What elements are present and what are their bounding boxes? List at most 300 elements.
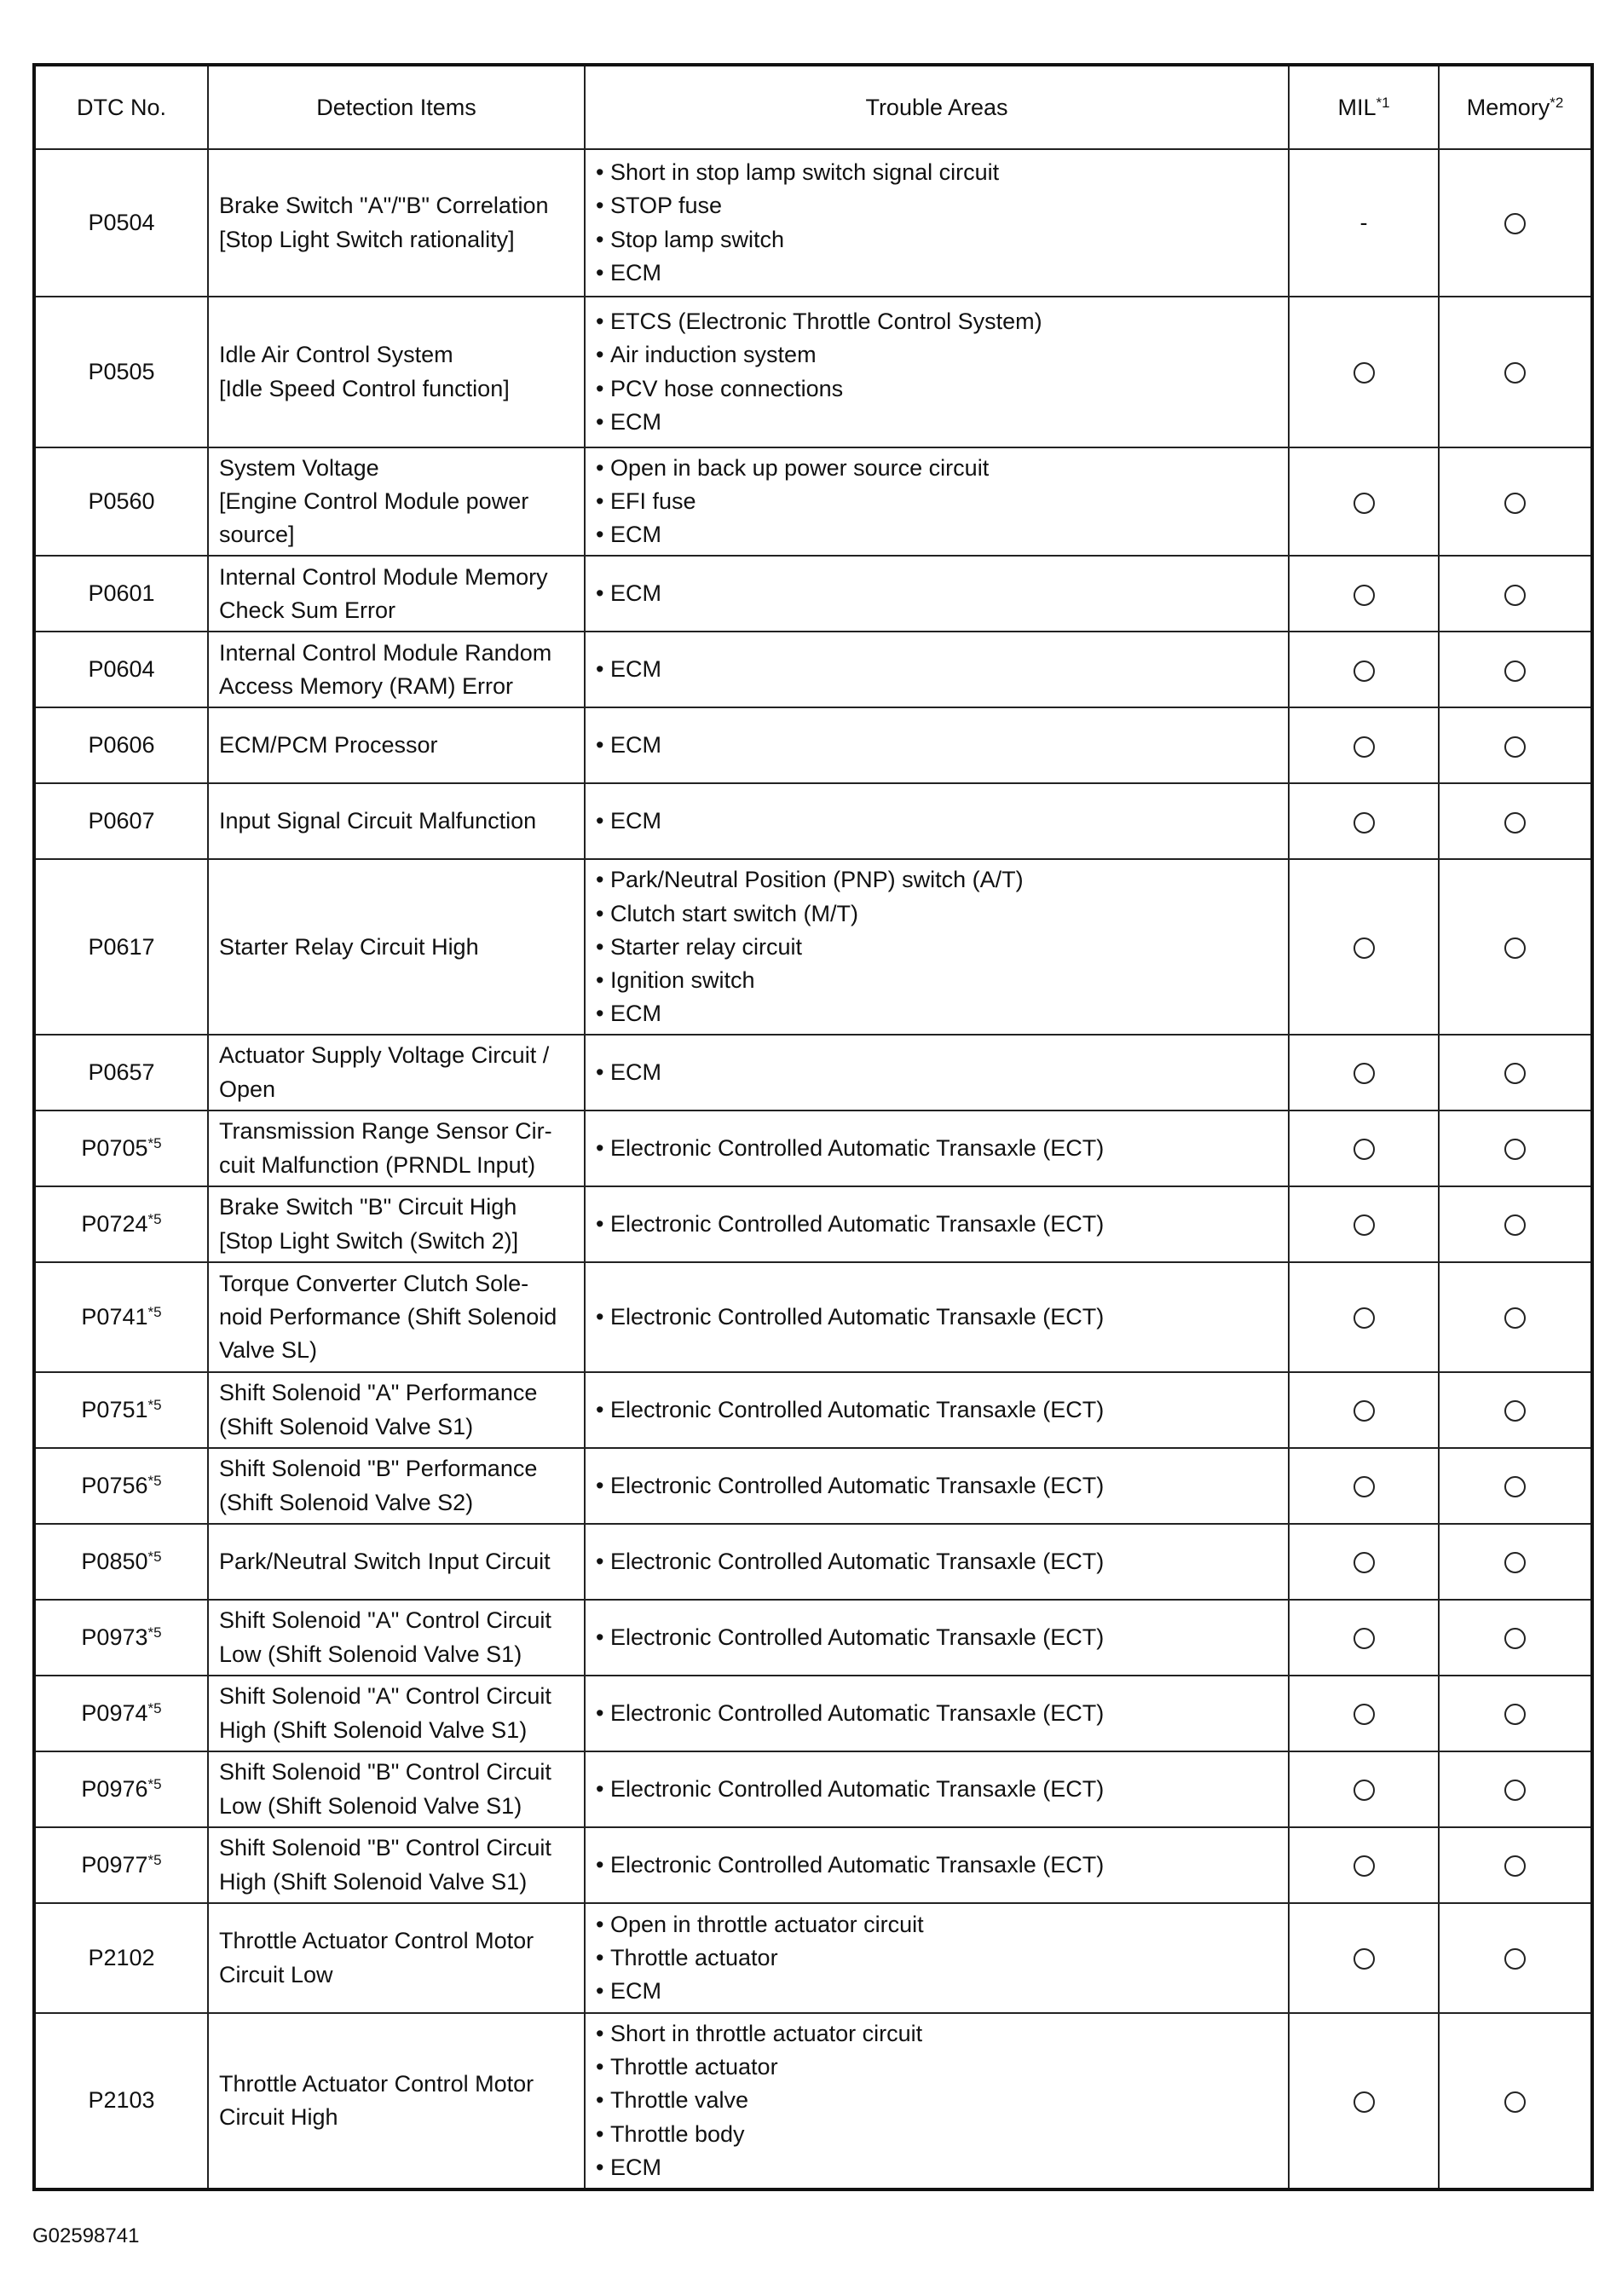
- trouble-area-list: [596, 1301, 1278, 1334]
- trouble-area-item: • PCV hose connections: [596, 372, 1278, 406]
- trouble-area-item: • ECM: [596, 997, 1278, 1030]
- detection-item-line: Valve SL): [219, 1337, 318, 1364]
- circle-icon: [1504, 1552, 1526, 1573]
- dtc-code: [34, 859, 208, 1035]
- table-row: [34, 1903, 1592, 2013]
- circle-icon: [1354, 1855, 1375, 1877]
- trouble-area-item: • Throttle actuator: [596, 1941, 1278, 1975]
- detection-item-line: [Stop Light Switch (Switch 2)]: [219, 1227, 519, 1254]
- dtc-code-note: *5: [147, 1135, 162, 1152]
- dtc-code-note: *5: [147, 1624, 162, 1641]
- dtc-code: [34, 707, 208, 783]
- detection-item-line: Check Sum Error: [219, 597, 396, 623]
- trouble-areas: [585, 1448, 1289, 1524]
- table-row: [34, 149, 1592, 297]
- trouble-areas: [585, 297, 1289, 447]
- dtc-code-text: P0850: [81, 1549, 148, 1575]
- memory-indicator: [1439, 1751, 1592, 1827]
- trouble-area-item: • Electronic Controlled Automatic Transaxle (ECT): [596, 1208, 1278, 1241]
- dtc-code: [34, 1035, 208, 1111]
- detection-items: [208, 707, 585, 783]
- dtc-code: [34, 1372, 208, 1448]
- dtc-code: [34, 1676, 208, 1751]
- memory-indicator: [1439, 1372, 1592, 1448]
- dtc-code-note: *5: [147, 1397, 162, 1414]
- circle-icon: [1504, 362, 1526, 384]
- figure-id: G02598741: [32, 2224, 140, 2247]
- table-row: [34, 1035, 1592, 1111]
- trouble-areas: [585, 556, 1289, 632]
- circle-icon: [1354, 1476, 1375, 1497]
- dtc-code-text: P0604: [88, 656, 155, 683]
- memory-indicator: [1439, 783, 1592, 859]
- table-row: [34, 1751, 1592, 1827]
- trouble-area-list: [596, 805, 1278, 838]
- detection-item-line: Actuator Supply Voltage Circuit /: [219, 1042, 550, 1069]
- detection-item-line: (Shift Solenoid Valve S2): [219, 1489, 474, 1515]
- detection-item-line: [Stop Light Switch rationality]: [219, 226, 515, 252]
- detection-item-line: Idle Air Control System: [219, 342, 453, 368]
- mil-indicator: [1289, 1676, 1439, 1751]
- mil-indicator: [1289, 1111, 1439, 1186]
- circle-icon: [1504, 1307, 1526, 1329]
- dtc-code: [34, 1600, 208, 1676]
- memory-indicator: [1439, 1676, 1592, 1751]
- circle-icon: [1354, 1063, 1375, 1084]
- circle-icon: [1504, 1948, 1526, 1970]
- dtc-code-text: P0973: [81, 1624, 148, 1651]
- table-row: [34, 1600, 1592, 1676]
- trouble-area-item: • ECM: [596, 577, 1278, 610]
- circle-icon: [1504, 661, 1526, 682]
- dtc-code-note: *5: [147, 1549, 162, 1566]
- dtc-code: [34, 1827, 208, 1903]
- dtc-code-text: P0617: [88, 933, 155, 960]
- trouble-area-item: • Electronic Controlled Automatic Transaxle (ECT): [596, 1132, 1278, 1165]
- trouble-area-item: • ETCS (Electronic Throttle Control System): [596, 305, 1278, 338]
- trouble-area-item: • Open in back up power source circuit: [596, 452, 1278, 485]
- detection-item-line: System Voltage: [219, 455, 379, 481]
- table-row: [34, 707, 1592, 783]
- trouble-areas: [585, 1600, 1289, 1676]
- trouble-area-list: [596, 653, 1278, 686]
- detection-item-line: source]: [219, 522, 295, 548]
- circle-icon: [1354, 812, 1375, 834]
- table-row: [34, 1262, 1592, 1372]
- trouble-areas: [585, 707, 1289, 783]
- mil-indicator: [1289, 859, 1439, 1035]
- dtc-code: [34, 1903, 208, 2013]
- detection-items: [208, 297, 585, 447]
- circle-icon: [1504, 1704, 1526, 1725]
- memory-indicator: [1439, 1111, 1592, 1186]
- dtc-code-text: P0724: [81, 1211, 148, 1237]
- mil-indicator: [1289, 1262, 1439, 1372]
- table-row: [34, 1111, 1592, 1186]
- detection-item-line: Shift Solenoid "A" Performance: [219, 1380, 538, 1406]
- dtc-code: [34, 1111, 208, 1186]
- circle-icon: [1504, 1476, 1526, 1497]
- trouble-area-list: [596, 2017, 1278, 2184]
- trouble-areas: [585, 1111, 1289, 1186]
- trouble-areas: [585, 1676, 1289, 1751]
- trouble-area-item: • Electronic Controlled Automatic Transaxle (ECT): [596, 1773, 1278, 1806]
- detection-items: [208, 1524, 585, 1600]
- memory-indicator: [1439, 859, 1592, 1035]
- trouble-area-item: • Throttle actuator: [596, 2051, 1278, 2084]
- trouble-areas: [585, 1262, 1289, 1372]
- detection-item-line: noid Performance (Shift Solenoid: [219, 1304, 557, 1330]
- memory-indicator: [1439, 707, 1592, 783]
- trouble-area-item: • Short in throttle actuator circuit: [596, 2017, 1278, 2051]
- detection-item-line: [Engine Control Module power: [219, 488, 529, 515]
- detection-item-line: Starter Relay Circuit High: [219, 933, 479, 960]
- trouble-area-list: [596, 305, 1278, 439]
- trouble-area-item: • ECM: [596, 518, 1278, 551]
- circle-icon: [1504, 493, 1526, 514]
- detection-items: [208, 2013, 585, 2189]
- trouble-area-item: • Electronic Controlled Automatic Transaxle (ECT): [596, 1621, 1278, 1654]
- circle-icon: [1354, 661, 1375, 682]
- circle-icon: [1354, 1628, 1375, 1649]
- detection-items: [208, 1751, 585, 1827]
- trouble-area-list: [596, 1697, 1278, 1730]
- trouble-area-list: [596, 577, 1278, 610]
- dtc-code-text: P0974: [81, 1700, 148, 1727]
- memory-indicator: [1439, 447, 1592, 556]
- table-row: [34, 1186, 1592, 1262]
- dtc-code-text: P0756: [81, 1473, 148, 1499]
- detection-item-line: Park/Neutral Switch Input Circuit: [219, 1549, 551, 1575]
- header-memory-label: Memory: [1466, 94, 1550, 120]
- header-dtc-no: DTC No.: [34, 65, 208, 149]
- mil-indicator: [1289, 1186, 1439, 1262]
- memory-indicator: [1439, 1600, 1592, 1676]
- circle-icon: [1354, 585, 1375, 606]
- trouble-area-item: • Air induction system: [596, 338, 1278, 372]
- memory-indicator: [1439, 1827, 1592, 1903]
- dtc-code-text: P0657: [88, 1059, 155, 1086]
- circle-icon: [1504, 1855, 1526, 1877]
- trouble-area-item: • ECM: [596, 729, 1278, 762]
- detection-items: [208, 783, 585, 859]
- dtc-code-text: P0505: [88, 358, 155, 384]
- trouble-area-item: • Throttle valve: [596, 2084, 1278, 2117]
- trouble-area-list: [596, 863, 1278, 1030]
- circle-icon: [1354, 1948, 1375, 1970]
- table-row: [34, 2013, 1592, 2189]
- trouble-areas: [585, 2013, 1289, 2189]
- detection-item-line: Open: [219, 1076, 276, 1102]
- trouble-area-list: [596, 1132, 1278, 1165]
- trouble-area-list: [596, 1393, 1278, 1427]
- circle-icon: [1504, 1400, 1526, 1422]
- trouble-area-item: • ECM: [596, 257, 1278, 290]
- trouble-areas: [585, 149, 1289, 297]
- memory-indicator: [1439, 2013, 1592, 2189]
- trouble-area-list: [596, 156, 1278, 290]
- trouble-area-item: • Throttle body: [596, 2118, 1278, 2151]
- memory-indicator: [1439, 1524, 1592, 1600]
- dtc-code-text: P0977: [81, 1852, 148, 1878]
- dtc-code-note: *5: [147, 1700, 162, 1717]
- detection-item-line: High (Shift Solenoid Valve S1): [219, 1716, 528, 1743]
- mil-indicator: [1289, 783, 1439, 859]
- detection-item-line: Internal Control Module Random: [219, 639, 552, 666]
- dtc-code: [34, 447, 208, 556]
- detection-item-line: Circuit Low: [219, 1961, 333, 1987]
- detection-item-line: Shift Solenoid "A" Control Circuit: [219, 1607, 551, 1634]
- circle-icon: [1504, 1780, 1526, 1801]
- header-memory: [1439, 65, 1592, 149]
- table-row: [34, 447, 1592, 556]
- detection-item-line: Shift Solenoid "A" Control Circuit: [219, 1683, 551, 1710]
- trouble-area-list: [596, 1208, 1278, 1241]
- dtc-table: [32, 63, 1594, 2191]
- mil-indicator: [1289, 149, 1439, 297]
- circle-icon: [1504, 812, 1526, 834]
- circle-icon: [1504, 937, 1526, 959]
- dtc-code: [34, 1262, 208, 1372]
- detection-item-line: cuit Malfunction (PRNDL Input): [219, 1151, 536, 1178]
- trouble-area-list: [596, 1469, 1278, 1503]
- detection-items: [208, 1111, 585, 1186]
- circle-icon: [1354, 736, 1375, 758]
- memory-indicator: [1439, 1035, 1592, 1111]
- circle-icon: [1504, 585, 1526, 606]
- circle-icon: [1504, 1214, 1526, 1236]
- dtc-code: [34, 1751, 208, 1827]
- mil-indicator: [1289, 447, 1439, 556]
- circle-icon: [1504, 736, 1526, 758]
- mil-indicator: [1289, 297, 1439, 447]
- mil-indicator: [1289, 1524, 1439, 1600]
- trouble-area-item: • Clutch start switch (M/T): [596, 897, 1278, 931]
- circle-icon: [1354, 1214, 1375, 1236]
- table-row: [34, 1372, 1592, 1448]
- detection-items: [208, 1676, 585, 1751]
- trouble-area-item: • ECM: [596, 805, 1278, 838]
- mil-indicator: [1289, 556, 1439, 632]
- trouble-area-item: • ECM: [596, 653, 1278, 686]
- dtc-code-text: P0976: [81, 1776, 148, 1803]
- dtc-code-text: P0607: [88, 808, 155, 834]
- circle-icon: [1504, 1139, 1526, 1160]
- dtc-code-text: P0504: [88, 209, 155, 235]
- dtc-code-text: P0601: [88, 580, 155, 607]
- trouble-area-item: • Electronic Controlled Automatic Transaxle (ECT): [596, 1393, 1278, 1427]
- detection-items: [208, 556, 585, 632]
- dtc-code: [34, 1186, 208, 1262]
- detection-item-line: Circuit High: [219, 2103, 338, 2130]
- detection-items: [208, 1186, 585, 1262]
- trouble-area-item: • ECM: [596, 406, 1278, 439]
- table-row: [34, 632, 1592, 707]
- circle-icon: [1354, 1139, 1375, 1160]
- trouble-areas: [585, 1903, 1289, 2013]
- dtc-code-text: P0560: [88, 488, 155, 515]
- trouble-areas: [585, 1372, 1289, 1448]
- detection-item-line: Shift Solenoid "B" Performance: [219, 1456, 538, 1482]
- mil-indicator: [1289, 1903, 1439, 2013]
- dtc-code-note: *5: [147, 1211, 162, 1228]
- header-mil-note: *1: [1376, 94, 1390, 111]
- memory-indicator: [1439, 556, 1592, 632]
- circle-icon: [1354, 937, 1375, 959]
- trouble-area-item: • ECM: [596, 1056, 1278, 1089]
- dtc-code: [34, 783, 208, 859]
- trouble-areas: [585, 632, 1289, 707]
- trouble-area-item: • Stop lamp switch: [596, 223, 1278, 257]
- table-row: [34, 1827, 1592, 1903]
- trouble-area-list: [596, 1056, 1278, 1089]
- trouble-area-item: • ECM: [596, 2151, 1278, 2184]
- dtc-code-text: P0741: [81, 1304, 148, 1330]
- trouble-area-item: • Electronic Controlled Automatic Transaxle (ECT): [596, 1545, 1278, 1578]
- header-detection-items: Detection Items: [208, 65, 585, 149]
- trouble-area-list: [596, 1849, 1278, 1882]
- table-row: [34, 297, 1592, 447]
- trouble-area-item: • EFI fuse: [596, 485, 1278, 518]
- detection-item-line: Shift Solenoid "B" Control Circuit: [219, 1759, 551, 1785]
- circle-icon: [1354, 1780, 1375, 1801]
- trouble-area-item: • Ignition switch: [596, 964, 1278, 997]
- dtc-code: [34, 632, 208, 707]
- detection-item-line: Brake Switch "B" Circuit High: [219, 1194, 517, 1220]
- trouble-areas: [585, 1827, 1289, 1903]
- detection-item-line: Low (Shift Solenoid Valve S1): [219, 1792, 522, 1819]
- mil-indicator: [1289, 707, 1439, 783]
- table-row: [34, 783, 1592, 859]
- detection-item-line: Access Memory (RAM) Error: [219, 672, 514, 699]
- trouble-area-list: [596, 1621, 1278, 1654]
- trouble-area-list: [596, 1908, 1278, 2008]
- dtc-code: [34, 149, 208, 297]
- detection-item-line: [Idle Speed Control function]: [219, 375, 510, 401]
- detection-items: [208, 447, 585, 556]
- detection-item-line: Throttle Actuator Control Motor: [219, 1928, 534, 1954]
- dtc-code: [34, 2013, 208, 2189]
- detection-item-line: Low (Shift Solenoid Valve S1): [219, 1641, 522, 1667]
- trouble-area-item: • Short in stop lamp switch signal circuit: [596, 156, 1278, 189]
- dtc-code-text: P0705: [81, 1135, 148, 1162]
- detection-items: [208, 149, 585, 297]
- memory-indicator: [1439, 149, 1592, 297]
- detection-item-line: Brake Switch "A"/"B" Correlation: [219, 193, 549, 219]
- mil-indicator: [1289, 1035, 1439, 1111]
- mil-indicator: [1289, 2013, 1439, 2189]
- circle-icon: [1504, 2091, 1526, 2113]
- detection-items: [208, 1372, 585, 1448]
- circle-icon: [1354, 362, 1375, 384]
- detection-items: [208, 1827, 585, 1903]
- detection-item-line: Transmission Range Sensor Cir-: [219, 1118, 552, 1145]
- header-mil-label: MIL: [1337, 94, 1377, 120]
- table-row: [34, 556, 1592, 632]
- mil-indicator: [1289, 1751, 1439, 1827]
- detection-items: [208, 1035, 585, 1111]
- memory-indicator: [1439, 1903, 1592, 2013]
- dtc-code: [34, 1524, 208, 1600]
- table-row: [34, 1676, 1592, 1751]
- circle-icon: [1354, 493, 1375, 514]
- trouble-areas: [585, 783, 1289, 859]
- trouble-area-list: [596, 729, 1278, 762]
- trouble-areas: [585, 1035, 1289, 1111]
- trouble-area-item: • Starter relay circuit: [596, 931, 1278, 964]
- header-mil: [1289, 65, 1439, 149]
- detection-item-line: Internal Control Module Memory: [219, 563, 548, 590]
- memory-indicator: [1439, 297, 1592, 447]
- detection-items: [208, 1903, 585, 2013]
- circle-icon: [1354, 1704, 1375, 1725]
- memory-indicator: [1439, 1186, 1592, 1262]
- dtc-code-note: *5: [147, 1776, 162, 1793]
- detection-item-line: ECM/PCM Processor: [219, 732, 438, 759]
- trouble-areas: [585, 1751, 1289, 1827]
- dtc-code-note: *5: [147, 1473, 162, 1490]
- dash-mark: -: [1359, 209, 1368, 235]
- trouble-areas: [585, 859, 1289, 1035]
- trouble-area-list: [596, 1773, 1278, 1806]
- dtc-code: [34, 1448, 208, 1524]
- circle-icon: [1504, 213, 1526, 234]
- trouble-area-item: • STOP fuse: [596, 189, 1278, 222]
- detection-item-line: Input Signal Circuit Malfunction: [219, 808, 537, 834]
- trouble-area-item: • Electronic Controlled Automatic Transaxle (ECT): [596, 1697, 1278, 1730]
- mil-indicator: [1289, 1372, 1439, 1448]
- circle-icon: [1354, 1552, 1375, 1573]
- circle-icon: [1504, 1628, 1526, 1649]
- circle-icon: [1354, 2091, 1375, 2113]
- trouble-areas: [585, 1524, 1289, 1600]
- header-trouble-areas: Trouble Areas: [585, 65, 1289, 149]
- detection-items: [208, 632, 585, 707]
- table-row: [34, 859, 1592, 1035]
- mil-indicator: [1289, 1827, 1439, 1903]
- detection-item-line: High (Shift Solenoid Valve S1): [219, 1868, 528, 1895]
- memory-indicator: [1439, 1448, 1592, 1524]
- dtc-code: [34, 556, 208, 632]
- circle-icon: [1504, 1063, 1526, 1084]
- dtc-code-note: *5: [147, 1852, 162, 1869]
- dtc-code-text: P2102: [88, 1945, 155, 1971]
- dtc-code-text: P2103: [88, 2087, 155, 2114]
- dtc-code-text: P0606: [88, 732, 155, 759]
- dtc-code-text: P0751: [81, 1397, 148, 1423]
- dtc-code-note: *5: [147, 1304, 162, 1321]
- memory-indicator: [1439, 632, 1592, 707]
- header-memory-note: *2: [1550, 94, 1564, 111]
- table-row: [34, 1524, 1592, 1600]
- trouble-area-item: • Park/Neutral Position (PNP) switch (A/T): [596, 863, 1278, 897]
- detection-items: [208, 1448, 585, 1524]
- detection-item-line: Shift Solenoid "B" Control Circuit: [219, 1835, 551, 1861]
- detection-items: [208, 859, 585, 1035]
- table-row: [34, 1448, 1592, 1524]
- detection-items: [208, 1600, 585, 1676]
- mil-indicator: [1289, 1448, 1439, 1524]
- detection-item-line: Throttle Actuator Control Motor: [219, 2070, 534, 2097]
- dtc-table-body: [34, 149, 1592, 2189]
- mil-indicator: [1289, 1600, 1439, 1676]
- trouble-area-item: • Electronic Controlled Automatic Transaxle (ECT): [596, 1301, 1278, 1334]
- trouble-area-item: • ECM: [596, 1975, 1278, 2008]
- detection-item-line: (Shift Solenoid Valve S1): [219, 1413, 474, 1439]
- trouble-area-item: • Electronic Controlled Automatic Transaxle (ECT): [596, 1469, 1278, 1503]
- detection-item-line: Torque Converter Clutch Sole-: [219, 1270, 529, 1296]
- trouble-area-item: • Open in throttle actuator circuit: [596, 1908, 1278, 1941]
